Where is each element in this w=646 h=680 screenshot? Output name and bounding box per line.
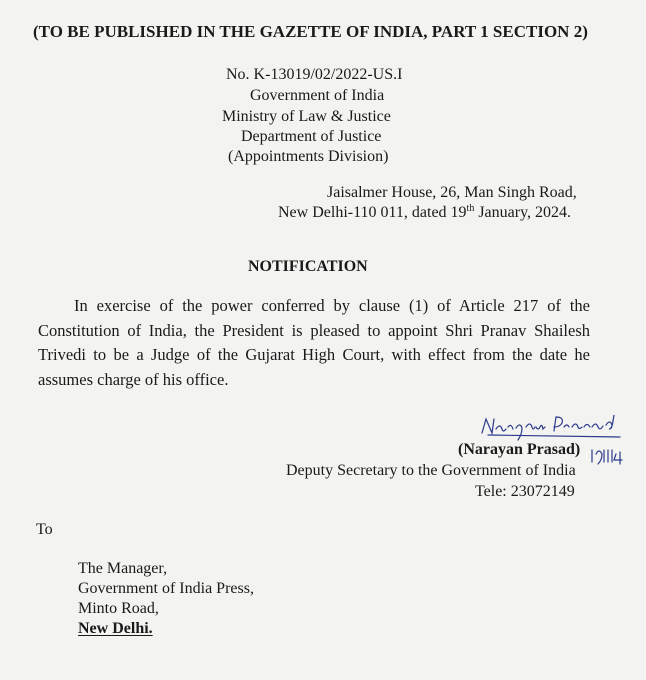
date-suffix: th xyxy=(466,203,475,214)
notification-body-text: In exercise of the power conferred by clause (1) of Article 217 of the Constitution of India, the President is pleased to appoint Shri Pranav Shailesh Trivedi to be a Judge of the Gujarat High Court, with effect from the date he assumes charge of his office. xyxy=(38,296,590,389)
handwritten-date xyxy=(590,446,630,466)
ministry-line: Ministry of Law & Justice xyxy=(222,108,391,125)
date-prefix: New Delhi-110 011, dated 19 xyxy=(278,204,467,221)
gazette-heading: (TO BE PUBLISHED IN THE GAZETTE OF INDIA, PART 1 SECTION 2) xyxy=(33,22,588,41)
recipient-city: New Delhi. xyxy=(78,620,153,637)
notification-body xyxy=(38,294,590,392)
signatory-name: (Narayan Prasad) xyxy=(458,441,581,458)
signatory-telephone: Tele: 23072149 xyxy=(475,483,575,500)
recipient-line-1: The Manager, xyxy=(78,560,168,577)
department-line: Department of Justice xyxy=(241,128,382,145)
notification-title: NOTIFICATION xyxy=(248,258,368,275)
file-number: No. K-13019/02/2022-US.I xyxy=(226,66,403,83)
recipient-line-2: Government of India Press, xyxy=(78,580,254,597)
date-rest: January, 2024. xyxy=(474,204,572,221)
recipient-line-3: Minto Road, xyxy=(78,600,159,617)
signatory-designation: Deputy Secretary to the Government of India xyxy=(286,462,576,479)
government-line: Government of India xyxy=(250,87,385,104)
to-label: To xyxy=(36,521,53,538)
address-line: Jaisalmer House, 26, Man Singh Road, xyxy=(327,184,577,201)
division-line: (Appointments Division) xyxy=(228,148,389,165)
date-line xyxy=(278,204,571,222)
